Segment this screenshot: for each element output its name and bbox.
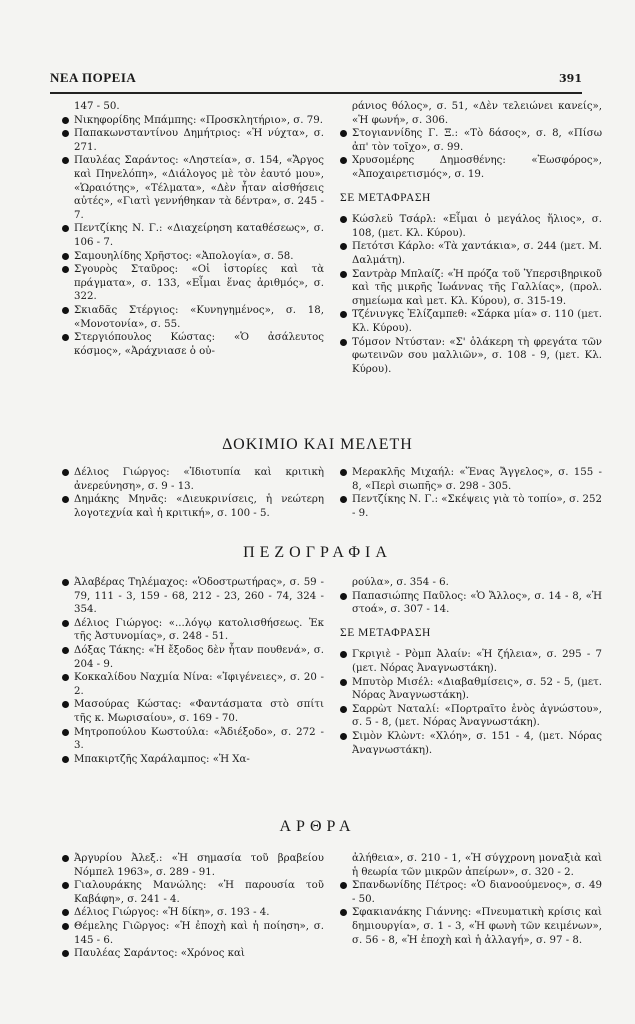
entry-text: Δόξας Τάκης: «Ἡ ἔξοδος δὲν ἦταν πουθενά», σ. 204 - 9. bbox=[74, 644, 324, 670]
entry-text: Παπασιώπης Παῦλος: «Ὁ Ἄλλος», σ. 14 - 8, «Ἡ στοά», σ. 307 - 14. bbox=[352, 590, 602, 616]
index-entry bbox=[340, 703, 602, 730]
right-column bbox=[340, 852, 602, 961]
bullet-icon bbox=[62, 266, 69, 273]
entry-text: Χρυσομέρης Δημοσθένης: «Ἑωσφόρος», «Ἀποχαιρετισμός», σ. 19. bbox=[352, 155, 602, 180]
entry-text: Μερακλῆς Μιχαήλ: «Ἕνας Ἄγγελος», σ. 155 - 8, «Περὶ σιωπῆς» σ. 298 - 305. bbox=[352, 467, 602, 492]
index-entry bbox=[62, 617, 324, 644]
entry-text: Τόμσον Ντύσταν: «Σ' ὁλάκερη τὴ φρεγάτα τῶν φωτεινῶν σου μαλλιῶν», σ. 108 - 9, (μετ. Κλ. Κύρου). bbox=[352, 336, 602, 375]
bullet-icon bbox=[62, 923, 69, 930]
index-entry bbox=[340, 879, 602, 906]
bullet-icon bbox=[62, 674, 69, 681]
index-entry bbox=[340, 268, 602, 309]
index-entry bbox=[62, 947, 324, 961]
index-entry bbox=[62, 250, 324, 264]
index-entry bbox=[340, 590, 602, 617]
bullet-icon bbox=[62, 225, 69, 232]
entry-text: ρούλα», σ. 354 - 6. bbox=[352, 577, 449, 588]
entry-text: ράνιος θόλος», σ. 51, «Δὲν τελειώνει κανείς», «Ἡ φωνή», σ. 306. bbox=[352, 101, 602, 126]
bullet-icon bbox=[340, 593, 347, 600]
index-entry bbox=[340, 906, 602, 947]
bullet-icon bbox=[62, 701, 69, 708]
index-entry bbox=[62, 753, 324, 767]
section-heading: ΑΡΘΡΑ bbox=[279, 818, 356, 835]
entry-text: Δέλιος Γιώργος: «Ἰδιοτυπία καὶ κριτικὴ ἀνερεύνηση», σ. 9 - 13. bbox=[74, 467, 324, 492]
bullet-icon bbox=[340, 679, 347, 686]
left-column bbox=[62, 100, 324, 376]
entry-text: Γκριγιὲ - Ρὸμπ Ἀλαίν: «Ἡ ζήλεια», σ. 295 - 7 (μετ. Νόρας Ἀναγνωστάκη). bbox=[352, 649, 602, 674]
entry-continuation bbox=[340, 576, 602, 590]
journal-title: ΝΕΑ ΠΟΡΕΙΑ bbox=[50, 70, 137, 85]
index-entry bbox=[340, 493, 602, 520]
entry-text: Σκιαδᾶς Στέργιος: «Κυνηγημένος», σ. 18, «Μονοτονία», σ. 55. bbox=[74, 304, 324, 330]
entry-text: Πετότσι Κάρλο: «Τὰ χαντάκια», σ. 244 (μετ. Μ. Δαλμάτη). bbox=[352, 241, 602, 266]
bullet-icon bbox=[62, 579, 69, 586]
right-column bbox=[340, 576, 602, 766]
entry-text: Κώσλεϋ Τσάρλ: «Εἶμαι ὁ μεγάλος ἥλιος», σ. 108, (μετ. Κλ. Κύρου). bbox=[352, 214, 602, 239]
bullet-icon bbox=[340, 243, 347, 250]
index-entry bbox=[62, 576, 324, 617]
entry-text: Σιμὸν Κλὼντ: «Χλόη», σ. 151 - 4, (μετ. Νόρας Ἀναγνωστάκη). bbox=[352, 730, 602, 756]
bullet-icon bbox=[62, 855, 69, 862]
index-entry bbox=[340, 154, 602, 181]
bullet-icon bbox=[340, 469, 347, 476]
entry-text: Δέλιος Γιώργος: «Ἡ δίκη», σ. 193 - 4. bbox=[74, 907, 270, 919]
bullet-icon bbox=[340, 651, 347, 658]
bullet-icon bbox=[340, 909, 347, 916]
index-entry bbox=[62, 114, 324, 128]
bullet-icon bbox=[62, 729, 69, 736]
entry-text: Νικηφορίδης Μπάμπης: «Προσκλητήριο», σ. 79. bbox=[74, 114, 323, 126]
entry-text: Σαμουηλίδης Χρῆστος: «Ἀπολογία», σ. 58. bbox=[74, 250, 294, 262]
index-entry bbox=[62, 222, 324, 249]
entry-continuation bbox=[340, 100, 602, 127]
page-number: 391 bbox=[559, 72, 582, 85]
entry-text: Πεντζίκης Ν. Γ.: «Σκέψεις γιὰ τὸ τοπίο», σ. 252 - 9. bbox=[352, 494, 602, 519]
entry-text: Θέμελης Γιῶργος: «Ἡ ἐποχὴ καὶ ἡ ποίηση», σ. 145 - 6. bbox=[74, 920, 324, 946]
left-column bbox=[62, 576, 324, 766]
entry-text: Γιαλουράκης Μανώλης: «Ἡ παρουσία τοῦ Καβάφη», σ. 241 - 4. bbox=[74, 880, 324, 905]
index-entry bbox=[62, 493, 324, 520]
index-entry bbox=[62, 852, 324, 879]
entry-text: Σαντρὰρ Μπλαίζ: «Ἡ πρόζα τοῦ Ὑπερσιβηρικοῦ καὶ τῆς μικρῆς Ἰωάννας τῆς Γαλλίας», (προλ. σημείωμα καὶ μετ. Κλ. Κύρου), σ. 315-19. bbox=[352, 268, 602, 307]
entry-text: Στεργιόπουλος Κώστας: «Ὁ ἀσάλευτος κόσμος», «Ἀράχνιασε ὁ οὐ- bbox=[74, 332, 324, 357]
index-entry bbox=[62, 304, 324, 331]
entry-continuation bbox=[62, 100, 324, 114]
index-entry bbox=[62, 154, 324, 222]
entry-text: Σπανδωνίδης Πέτρος: «Ὁ διανοούμενος», σ. 49 - 50. bbox=[352, 880, 602, 905]
entry-text: ἀλήθεια», σ. 210 - 1, «Ἡ σύγχρονη μοναξιὰ καὶ ἡ θεωρία τῶν μικρῶν ἀπείρων», σ. 320 - 2. bbox=[352, 853, 602, 878]
entry-text: Μητροπούλου Κωστούλα: «Ἀδιέξοδο», σ. 272 - 3. bbox=[74, 726, 324, 752]
bullet-icon bbox=[62, 620, 69, 627]
index-entry bbox=[62, 331, 324, 358]
left-column bbox=[62, 466, 324, 520]
entry-text: Δημάκης Μηνᾶς: «Διευκρινίσεις, ἡ νεώτερη λογοτεχνία καὶ ἡ κριτική», σ. 100 - 5. bbox=[74, 494, 324, 519]
index-entry bbox=[340, 336, 602, 377]
entry-text: Μασούρας Κώστας: «Φαντάσματα στὸ σπίτι τῆς κ. Μωρισαίου», σ. 169 - 70. bbox=[74, 699, 324, 724]
entry-text: Μπυτὸρ Μισέλ: «Διαβαθμίσεις», σ. 52 - 5, (μετ. Νόρας Ἀναγνωστάκη). bbox=[352, 676, 602, 702]
bullet-icon bbox=[62, 496, 69, 503]
index-entry bbox=[62, 127, 324, 154]
bullet-icon bbox=[340, 311, 347, 318]
section-columns bbox=[62, 576, 602, 766]
bullet-icon bbox=[340, 130, 347, 137]
bullet-icon bbox=[340, 733, 347, 740]
right-column bbox=[340, 100, 602, 376]
index-entry bbox=[340, 308, 602, 335]
section-heading: ΠΕΖΟΓΡΑΦΙΑ bbox=[243, 544, 392, 561]
index-entry bbox=[62, 726, 324, 753]
index-entry bbox=[62, 920, 324, 947]
entry-text: 147 - 50. bbox=[74, 101, 120, 112]
index-entry bbox=[340, 127, 602, 154]
entry-text: Ἀργυρίου Ἀλεξ.: «Ἡ σημασία τοῦ βραβείου Νόμπελ 1963», σ. 289 - 91. bbox=[74, 853, 324, 878]
bullet-icon bbox=[62, 950, 69, 957]
entry-text: Σφακιανάκης Γιάννης: «Πνευματικὴ κρίσις καὶ δημιουργία», σ. 1 - 3, «Ἡ φωνὴ τῶν κειμένων», σ. 56 - 8, «Ἡ ἐποχὴ καὶ ἡ ἀλλαγή», σ. 97 - 8. bbox=[352, 907, 602, 946]
index-entry bbox=[62, 698, 324, 725]
running-header bbox=[50, 68, 582, 94]
entry-text: Στογιαννίδης Γ. Ξ.: «Τὸ δάσος», σ. 8, «Πίσω ἀπ' τὸν τοῖχο», σ. 99. bbox=[352, 128, 602, 153]
left-column bbox=[62, 852, 324, 961]
section-heading: ΔΟΚΙΜΙΟ ΚΑΙ ΜΕΛΕΤΗ bbox=[222, 436, 413, 453]
section-columns bbox=[62, 100, 602, 376]
index-entry bbox=[62, 466, 324, 493]
bullet-icon bbox=[62, 117, 69, 124]
index-entry bbox=[340, 730, 602, 757]
entry-text: Παυλέας Σαράντος: «Ληστεία», σ. 154, «Ἄργος καὶ Πηνελόπη», «Διάλογος μὲ τὸν ἑαυτό μου», «Ὡραιότης», «Τέλματα», «Δὲν ἦταν αἰσθήσεις αὐτές», «Γιατὶ γεννήθηκαν τὰ δέντρα», σ. 245 - 7. bbox=[74, 155, 324, 221]
index-entry bbox=[62, 263, 324, 304]
bullet-icon bbox=[340, 271, 347, 278]
bullet-icon bbox=[62, 909, 69, 916]
bullet-icon bbox=[62, 469, 69, 476]
index-entry bbox=[340, 676, 602, 703]
bullet-icon bbox=[340, 157, 347, 164]
entry-text: Σαρρὼτ Ναταλί: «Πορτραῖτο ἑνὸς ἀγνώστου», σ. 5 - 8, (μετ. Νόρας Ἀναγνωστάκη). bbox=[352, 703, 602, 729]
index-entry bbox=[62, 671, 324, 698]
bullet-icon bbox=[340, 882, 347, 889]
subheading-translation: ΣΕ ΜΕΤΑΦΡΑΣΗ bbox=[340, 626, 431, 639]
index-entry bbox=[62, 879, 324, 906]
bullet-icon bbox=[62, 157, 69, 164]
entry-text: Σγουρὸς Σταῦρος: «Οἱ ἱστορίες καὶ τὰ πράγματα», σ. 133, «Εἶμαι ἕνας ἀριθμός», σ. 322. bbox=[74, 264, 324, 303]
bullet-icon bbox=[62, 307, 69, 314]
entry-text: Παπακωνσταντίνου Δημήτριος: «Ἡ νύχτα», σ. 271. bbox=[74, 128, 324, 153]
bullet-icon bbox=[340, 216, 347, 223]
entry-text: Κοκκαλίδου Ναχμία Νίνα: «Ἰφιγένειες», σ. 20 - 2. bbox=[74, 672, 324, 697]
entry-continuation bbox=[340, 852, 602, 879]
bullet-icon bbox=[340, 339, 347, 346]
index-entry bbox=[340, 240, 602, 267]
entry-text: Δέλιος Γιώργος: «...λόγῳ κατολισθήσεως. Ἐκ τῆς Ἀστυνομίας», σ. 248 - 51. bbox=[74, 617, 324, 643]
index-entry bbox=[340, 466, 602, 493]
entry-text: Τζένινγκς Ἐλίζαμπεθ: «Σάρκα μία» σ. 110 (μετ. Κλ. Κύρου). bbox=[352, 309, 602, 334]
index-entry bbox=[340, 648, 602, 675]
bullet-icon bbox=[340, 706, 347, 713]
entry-text: Ἀλαβέρας Τηλέμαχος: «Ὁδοστρωτήρας», σ. 59 - 79, 111 - 3, 159 - 68, 212 - 23, 260 - 74, 324 - 354. bbox=[74, 577, 324, 616]
bullet-icon bbox=[62, 130, 69, 137]
entry-text: Μπακιρτζῆς Χαράλαμπος: «Ἡ Χα- bbox=[74, 753, 250, 765]
index-entry bbox=[62, 644, 324, 671]
bullet-icon bbox=[62, 756, 69, 763]
right-column bbox=[340, 466, 602, 520]
subheading-translation: ΣΕ ΜΕΤΑΦΡΑΣΗ bbox=[340, 191, 431, 204]
entry-text: Παυλέας Σαράντος: «Χρόνος καὶ bbox=[74, 948, 245, 960]
bullet-icon bbox=[340, 496, 347, 503]
bullet-icon bbox=[62, 253, 69, 260]
section-columns bbox=[62, 852, 602, 961]
index-entry bbox=[62, 906, 324, 920]
bullet-icon bbox=[62, 334, 69, 341]
bullet-icon bbox=[62, 647, 69, 654]
entry-text: Πεντζίκης Ν. Γ.: «Διαχείρηση καταθέσεως», σ. 106 - 7. bbox=[74, 223, 324, 248]
section-columns bbox=[62, 466, 602, 520]
index-entry bbox=[340, 213, 602, 240]
bullet-icon bbox=[62, 882, 69, 889]
